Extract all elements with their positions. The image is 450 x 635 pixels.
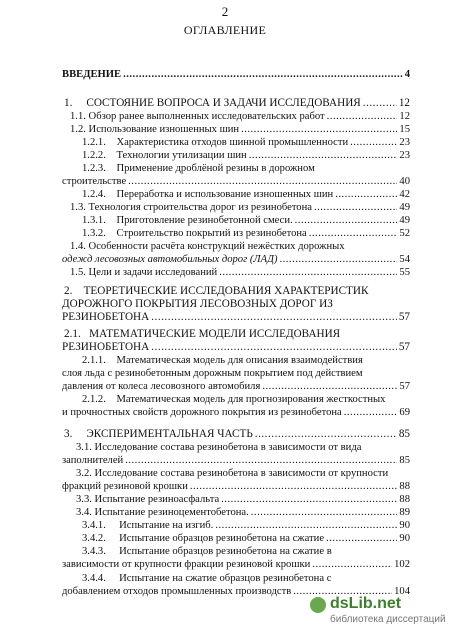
toc-entry-1-3-2[interactable]: 1.3.2. Строительство покрытий из резинобетона ..... 52 (82, 228, 410, 240)
toc-entry-2-cont2[interactable]: РЕЗИНОБЕТОНА ..... 57 (62, 311, 410, 323)
toc-entry-1-5[interactable]: 1.5. Цели и задачи исследований ..... 55 (70, 267, 410, 279)
toc-heading: ОГЛАВЛЕНИЕ (183, 23, 267, 37)
toc-entry-2-1-1-cont: слоя льда с резинобетонным дорожным покрытием под действием (62, 368, 363, 379)
toc-entry-2-1[interactable]: 2.1. МАТЕМАТИЧЕСКИЕ МОДЕЛИ ИССЛЕДОВАНИЯ (64, 328, 341, 340)
dslib-watermark[interactable] (310, 595, 446, 629)
toc-entry-3-2[interactable]: 3.2. Исследование состава резинобетона в зависимости от крупности (76, 468, 389, 479)
watermark-subtitle: библиотека диссертаций (330, 614, 446, 625)
toc-entry-3-4-3-cont[interactable]: зависимости от крупности фракции резиновой крошки ..... 102 (62, 559, 410, 571)
watermark-brand: dsLib.net (330, 595, 402, 612)
toc-entry-1-2-2[interactable]: 1.2.2. Технологии утилизации шин ..... 23 (82, 150, 410, 162)
toc-entry-3-4[interactable]: 3.4. Испытание резиноцементобетона. ..... 89 (76, 507, 410, 519)
toc-entry-2-1-2[interactable]: 2.1.2. Математическая модель для прогнозирования жесткостных (82, 394, 386, 405)
toc-entry-1-2[interactable]: 1.2. Использование изношенных шин ..... 15 (70, 124, 410, 136)
toc-entry-1-3-1[interactable]: 1.3.1. Приготовление резинобетонной смеси. ..... 49 (82, 215, 410, 227)
toc-entry-1-1[interactable]: 1.1. Обзор ранее выполненных исследовательских работ ..... 12 (70, 111, 410, 123)
toc-entry-3-4-2[interactable]: 3.4.2. Испытание образцов резинобетона на сжатие ..... 90 (82, 533, 410, 545)
toc-entry-3-4-4[interactable]: 3.4.4. Испытание на сжатие образцов резинобетона с (82, 573, 332, 584)
dslib-logo-icon (310, 597, 326, 613)
toc-entry-3-4-4-cont[interactable]: добавлением отходов промышленных производств ..... 104 (62, 586, 410, 598)
toc-entry-3-4-3[interactable]: 3.4.3. Испытание образцов резинобетона на сжатие в (82, 546, 332, 557)
toc-entry-3-4-1[interactable]: 3.4.1. Испытание на изгиб. ..... 90 (82, 520, 410, 532)
toc-entry-3-3[interactable]: 3.3. Испытание резиноасфальта ..... 88 (76, 494, 410, 506)
toc-entry-1-4[interactable]: 1.4. Особенности расчёта конструкций нежёстких дорожных (70, 241, 345, 252)
toc-entry-1-2-1[interactable]: 1.2.1. Характеристика отходов шинной промышленности ..... 23 (82, 137, 410, 149)
toc-entry-1-2-3[interactable]: 1.2.3. Применение дроблёной резины в дорожном (82, 163, 315, 174)
toc-entry-2-1-1[interactable]: 2.1.1. Математическая модель для описания взаимодействия (82, 355, 363, 366)
toc-entry-1-2-3-cont[interactable]: строительстве ..... 40 (62, 176, 410, 188)
toc-entry-2-1-2-cont[interactable]: и прочностных свойств дорожного покрытия из резинобетона ..... 69 (62, 407, 410, 419)
toc-entry-2[interactable]: 2. ТЕОРЕТИЧЕСКИЕ ИССЛЕДОВАНИЯ ХАРАКТЕРИСТИК (64, 285, 369, 297)
toc-entry-3-1[interactable]: 3.1. Исследование состава резинобетона в зависимости от вида (76, 442, 362, 453)
toc-entry-3[interactable]: 3. ЭКСПЕРИМЕНТАЛЬНАЯ ЧАСТЬ ..... 85 (64, 428, 410, 440)
toc-entry-1-2-4[interactable]: 1.2.4. Переработка и использование изношенных шин ..... 42 (82, 189, 410, 201)
toc-entry-1-4-cont[interactable]: одежд лесовозных автомобильных дорог (ЛАД) ..... 54 (62, 254, 410, 266)
toc-entry-3-2-cont[interactable]: фракций резиновой крошки ..... 88 (62, 481, 410, 493)
page-number: 2 (221, 4, 229, 19)
toc-entry-2-cont: ДОРОЖНОГО ПОКРЫТИЯ ЛЕСОВОЗНЫХ ДОРОГ ИЗ (62, 298, 333, 310)
toc-entry-2-1-1-cont2[interactable]: давления от колеса лесовозного автомобиля ..... 57 (62, 381, 410, 393)
toc-entry-3-1-cont[interactable]: заполнителей ..... 85 (62, 455, 410, 467)
toc-entry-1-3[interactable]: 1.3. Технология строительства дорог из резинобетона ..... 49 (70, 202, 410, 214)
toc-entry-1[interactable]: 1. СОСТОЯНИЕ ВОПРОСА И ЗАДАЧИ ИССЛЕДОВАНИЯ ..... 12 (64, 97, 410, 109)
toc-entry-intro[interactable]: ВВЕДЕНИЕ ..... 4 (62, 69, 410, 81)
toc-entry-2-1-cont[interactable]: РЕЗИНОБЕТОНА ..... 57 (62, 341, 410, 353)
